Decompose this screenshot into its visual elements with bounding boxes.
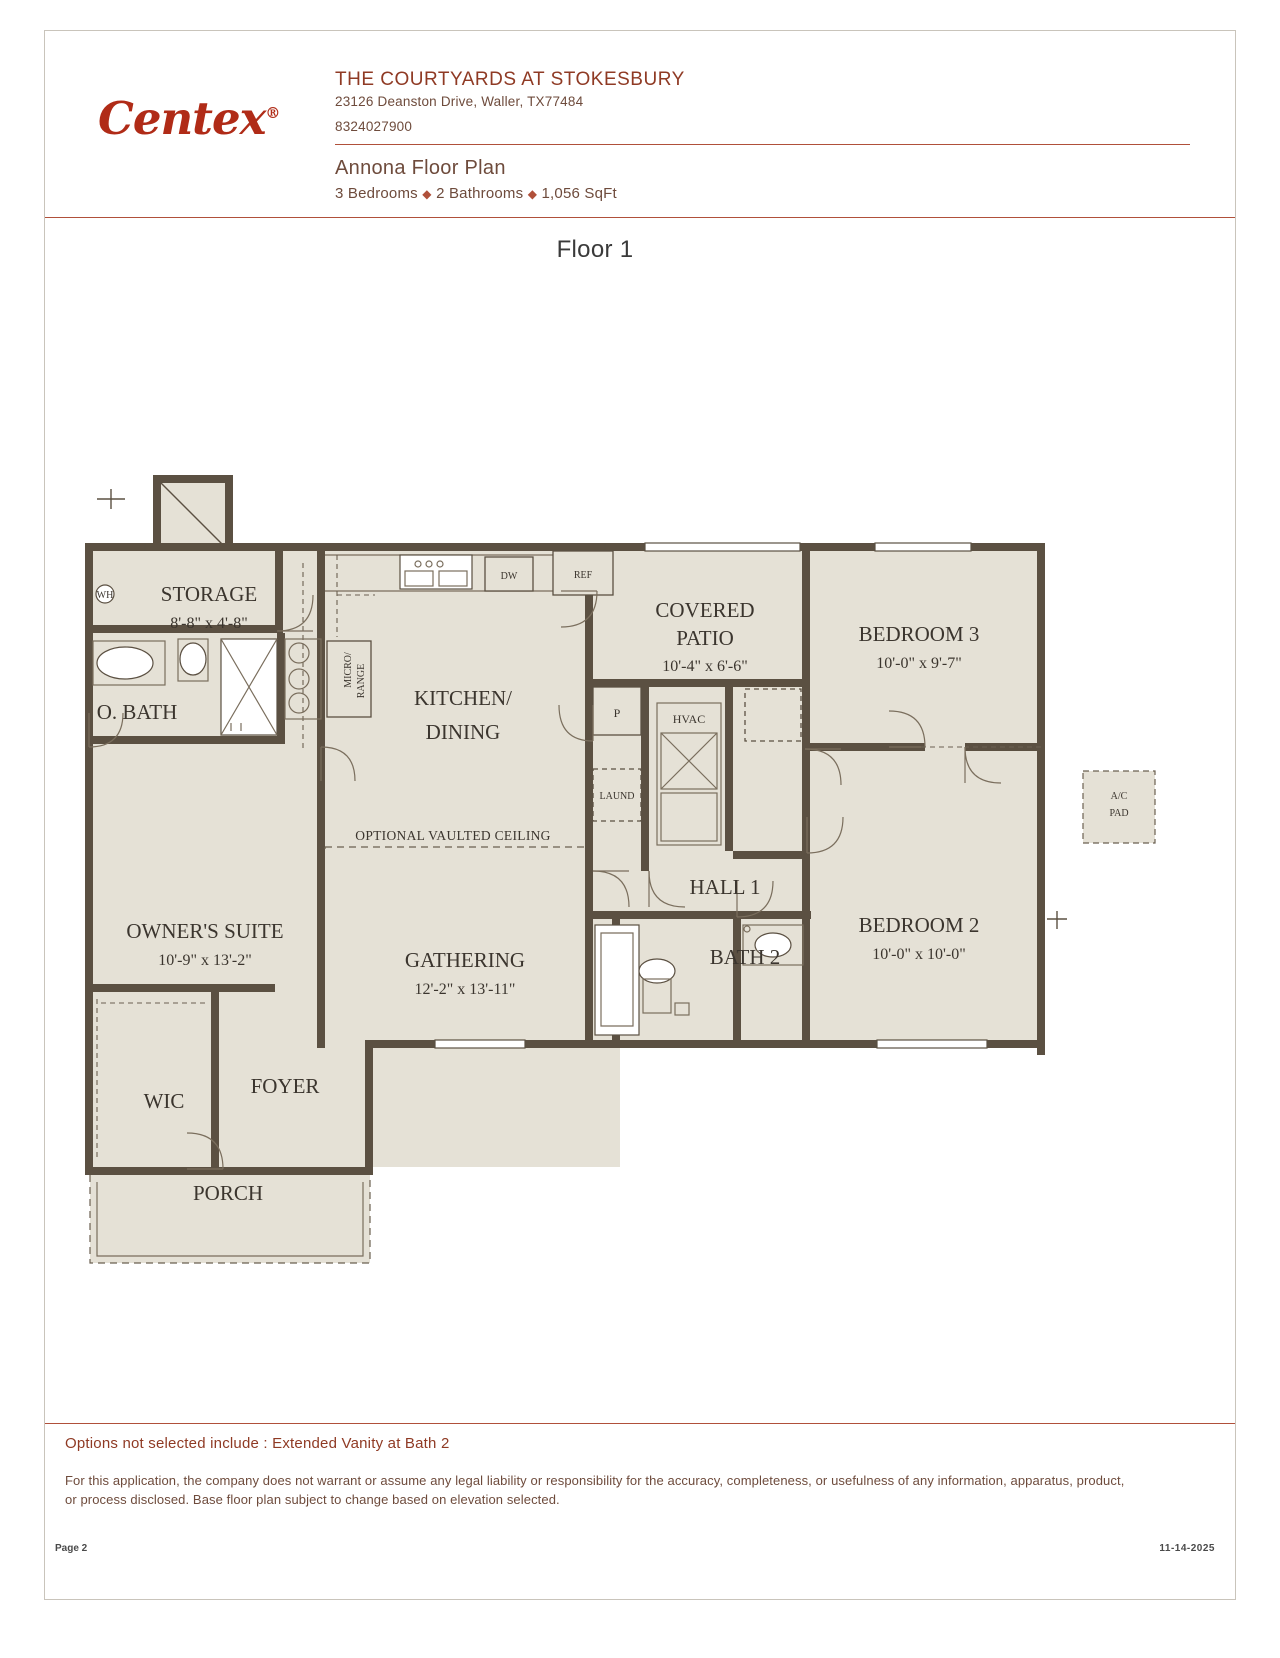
room-kitchen-name-line2: DINING bbox=[425, 720, 501, 744]
room-bed2-name: BEDROOM 2 bbox=[858, 913, 980, 937]
diamond-icon: ◆ bbox=[422, 187, 432, 201]
room-owners-name: OWNER'S SUITE bbox=[126, 919, 284, 943]
room-kitchen-name-line1: KITCHEN/ bbox=[414, 686, 512, 710]
pantry-label: P bbox=[613, 706, 621, 720]
spec-bathrooms: 2 Bathrooms bbox=[436, 185, 524, 202]
room-bed3-dims: 10'-0" x 9'-7" bbox=[876, 655, 962, 672]
community-address: 23126 Deanston Drive, Waller, TX77484 bbox=[335, 94, 584, 109]
floor-plan-drawing bbox=[45, 451, 1237, 1301]
page-header bbox=[45, 31, 1235, 217]
dw-label: DW bbox=[500, 571, 518, 582]
room-storage-name: STORAGE bbox=[160, 582, 258, 606]
community-title: THE COURTYARDS AT STOKESBURY bbox=[335, 69, 685, 90]
room-obath-name: O. BATH bbox=[96, 700, 178, 724]
community-phone: 8324027900 bbox=[335, 119, 413, 134]
room-hall1-name: HALL 1 bbox=[689, 875, 761, 899]
room-patio-dims: 10'-4" x 6'-6" bbox=[662, 658, 748, 675]
hvac-label: HVAC bbox=[672, 712, 706, 726]
spec-bedrooms: 3 Bedrooms bbox=[335, 185, 418, 202]
header-divider-1 bbox=[335, 144, 1190, 145]
page-number: Page 2 bbox=[55, 1543, 88, 1554]
room-porch-name: PORCH bbox=[192, 1181, 264, 1205]
logo-registered-mark: ® bbox=[265, 104, 280, 122]
plan-name: Annona Floor Plan bbox=[335, 157, 506, 179]
floor-plan-page bbox=[44, 30, 1236, 1600]
header-divider-2 bbox=[45, 217, 1235, 218]
room-bed3-name: BEDROOM 3 bbox=[858, 622, 980, 646]
logo-text: Centex bbox=[98, 92, 266, 145]
room-owners-dims: 10'-9" x 13'-2" bbox=[158, 952, 252, 969]
room-foyer-name: FOYER bbox=[250, 1074, 320, 1098]
floor-label: Floor 1 bbox=[556, 236, 634, 263]
date-stamp: 11-14-2025 bbox=[1159, 1543, 1215, 1554]
room-patio-name-line2: PATIO bbox=[676, 626, 734, 650]
disclaimer-text: For this application, the company does not warrant or assume any legal liability or responsibility for the accuracy, completeness, or usefulness of any information, apparatus, product, or process disclosed. Base floor plan subject to change based on elevation selected. bbox=[65, 1473, 1125, 1507]
room-wic-name: WIC bbox=[143, 1089, 185, 1113]
centex-logo bbox=[98, 87, 313, 145]
footer-divider bbox=[45, 1423, 1235, 1424]
plan-specs bbox=[335, 185, 617, 202]
room-gathering-dims: 12'-2" x 13'-11" bbox=[414, 981, 516, 998]
micro-label-line1: MICRO/ bbox=[343, 652, 354, 688]
ref-label: REF bbox=[573, 570, 593, 581]
acpad-label-line2: PAD bbox=[1109, 808, 1129, 819]
room-storage-dims: 8'-8" x 4'-8" bbox=[170, 615, 248, 632]
laund-label: LAUND bbox=[599, 791, 635, 802]
room-patio-name-line1: COVERED bbox=[655, 598, 755, 622]
room-bed2-dims: 10'-0" x 10'-0" bbox=[872, 946, 966, 963]
range-label-line2: RANGE bbox=[356, 663, 367, 699]
acpad-label-line1: A/C bbox=[1110, 791, 1128, 802]
wh-label: WH bbox=[96, 590, 114, 601]
diamond-icon: ◆ bbox=[527, 187, 538, 201]
room-bath2-name: BATH 2 bbox=[709, 945, 781, 969]
spec-sqft: 1,056 SqFt bbox=[541, 185, 617, 202]
options-note: Options not selected include : Extended Vanity at Bath 2 bbox=[65, 1435, 450, 1452]
room-gathering-name: GATHERING bbox=[404, 948, 526, 972]
vaulted-ceiling-note: OPTIONAL VAULTED CEILING bbox=[355, 828, 551, 843]
